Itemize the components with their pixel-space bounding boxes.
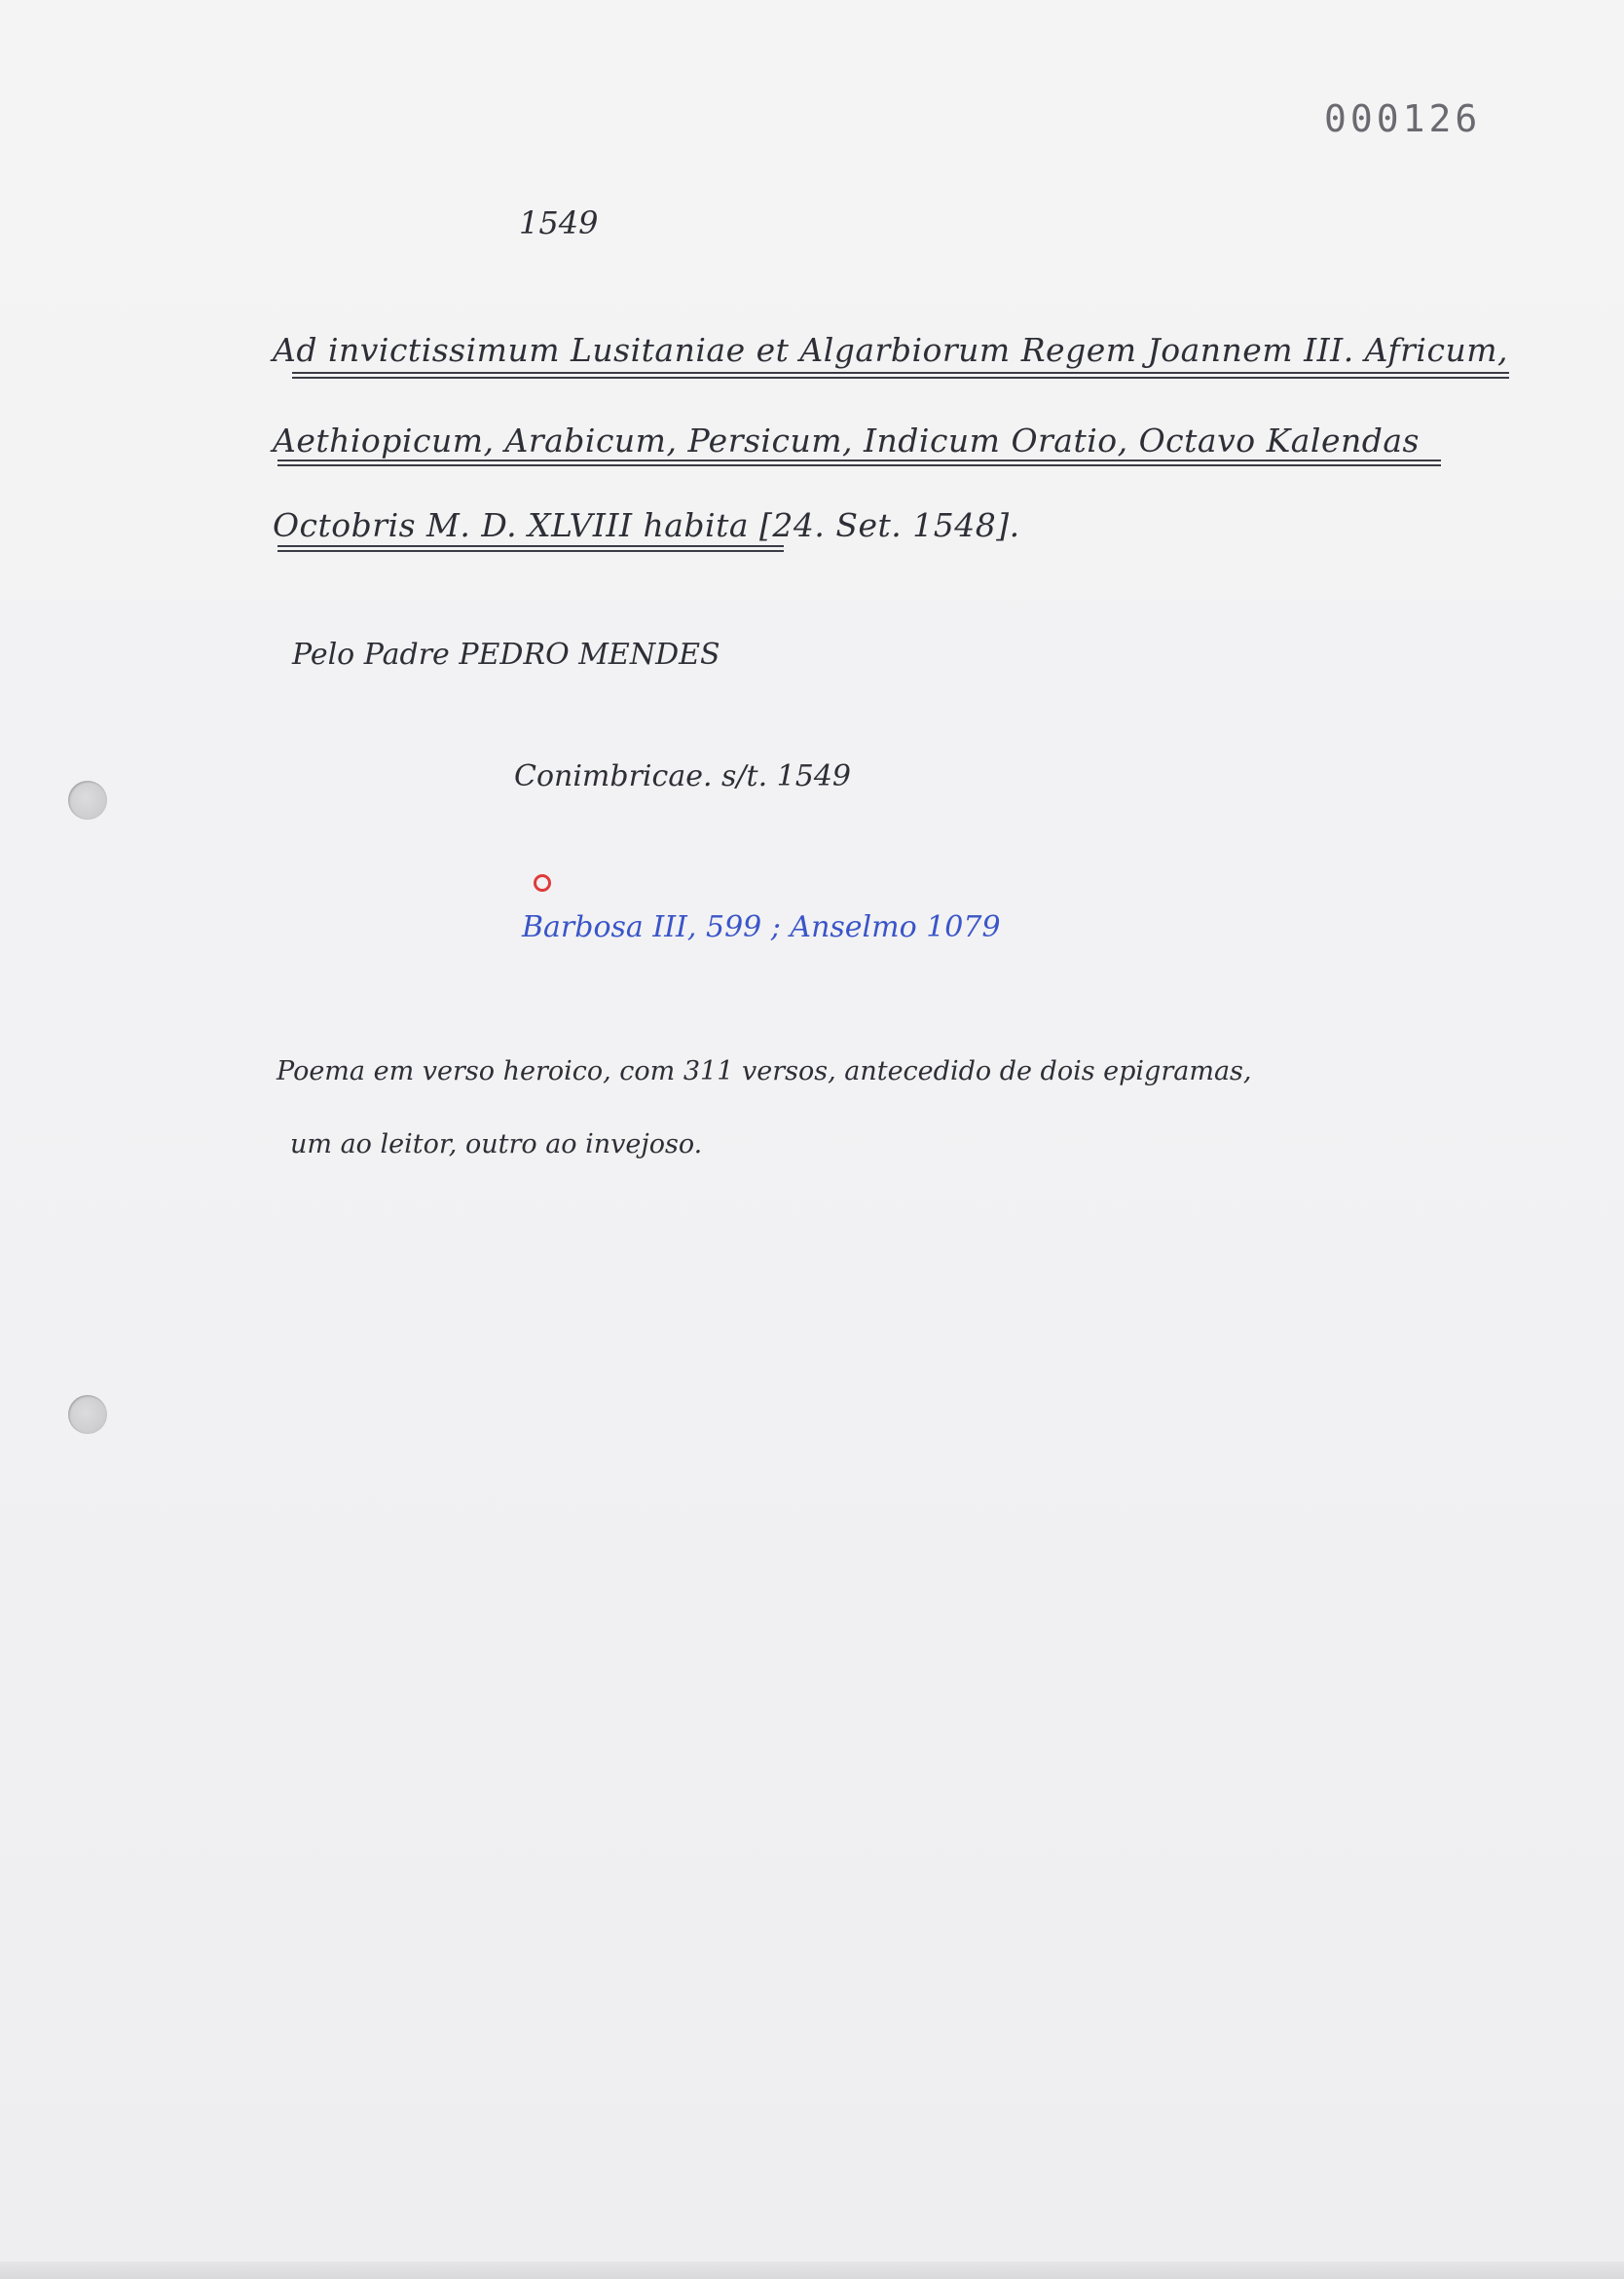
punch-hole-bottom — [68, 1395, 107, 1434]
description-note-line-2: um ao leitor, outro ao invejoso. — [290, 1129, 703, 1159]
author-line: Pelo Padre PEDRO MENDES — [292, 638, 720, 672]
title-underline-3 — [277, 545, 784, 552]
title-line-1: Ad invictissimum Lusitaniae et Algarbiorum Regem Joannem III. Africum, — [273, 331, 1508, 369]
bibliographic-references: Barbosa III, 599 ; Anselmo 1079 — [522, 910, 1001, 944]
punch-hole-top — [68, 781, 107, 820]
year-heading: 1549 — [519, 204, 599, 241]
imprint-line: Conimbricae. s/t. 1549 — [514, 759, 852, 793]
scan-bottom-edge — [0, 2261, 1624, 2279]
title-line-3: Octobris M. D. XLVIII habita [24. Set. 1548]. — [273, 506, 1020, 544]
title-line-2: Aethiopicum, Arabicum, Persicum, Indicum Oratio, Octavo Kalendas — [273, 422, 1420, 459]
page-number-stamp: 000126 — [1324, 97, 1482, 140]
red-circle-marker — [534, 874, 551, 892]
title-underline-1 — [292, 372, 1509, 379]
description-note-line-1: Poema em verso heroico, com 311 versos, antecedido de dois epigramas, — [277, 1056, 1252, 1086]
title-underline-2 — [277, 459, 1441, 466]
